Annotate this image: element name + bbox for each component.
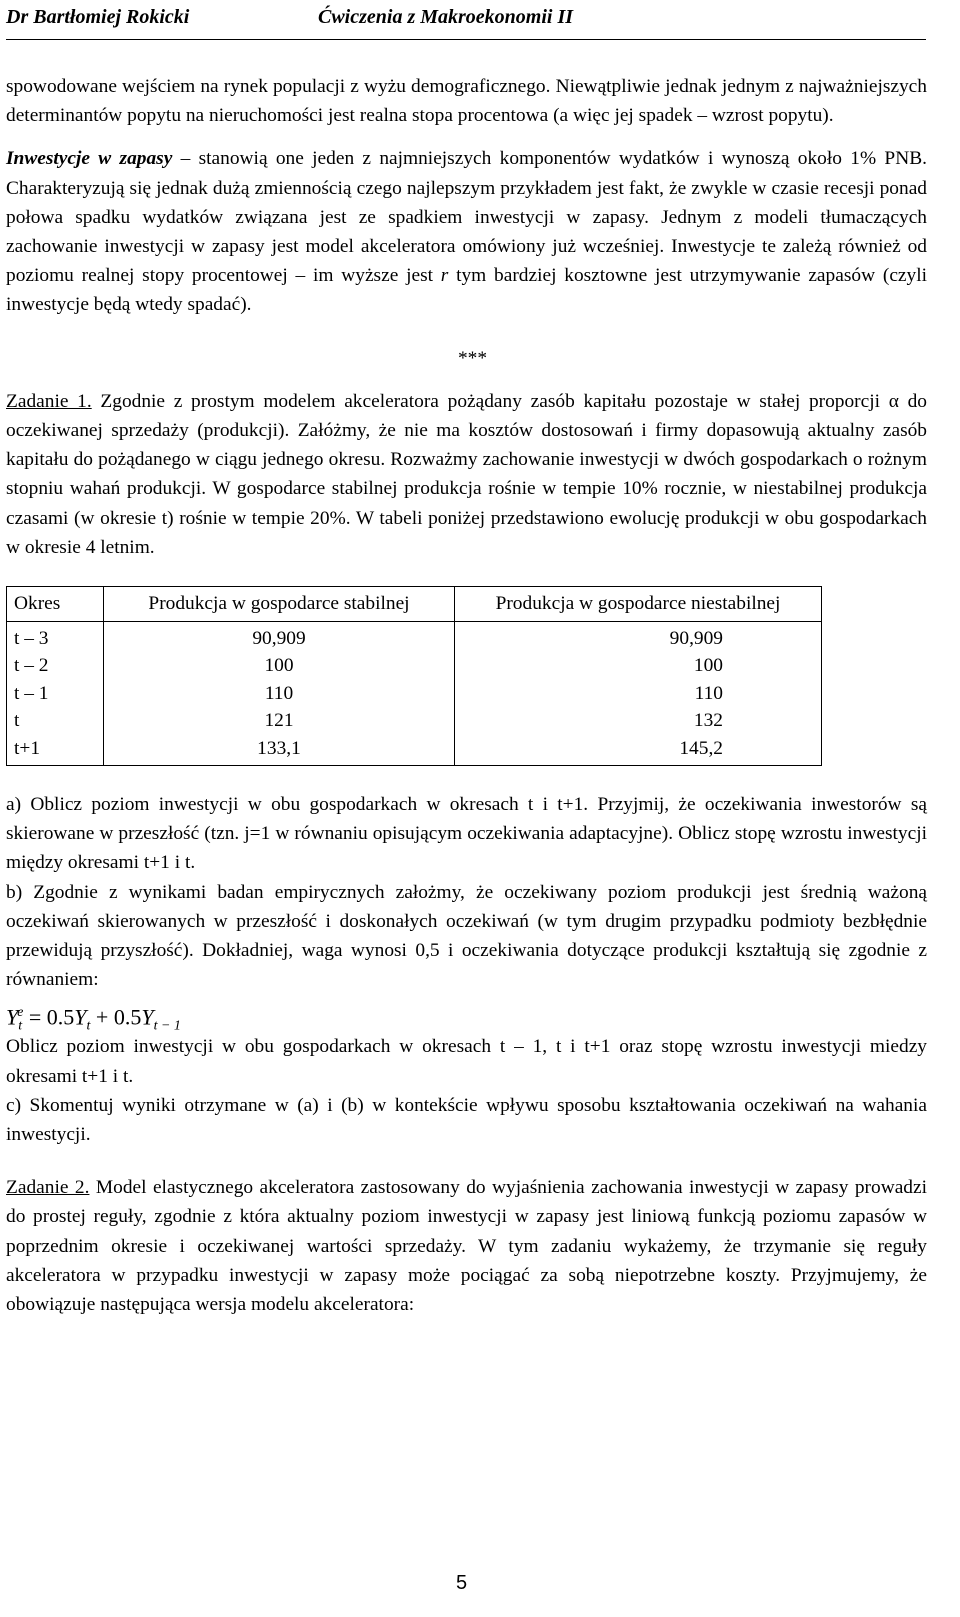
document-body: [6, 72, 927, 1319]
intro-paragraph-1: [6, 72, 927, 130]
cell-period: t+1: [7, 735, 104, 766]
header-author: Dr Bartłomiej Rokicki: [6, 6, 190, 28]
cell-unstable: [455, 707, 822, 735]
cell-unstable-value: 110: [694, 682, 723, 704]
header-course: Ćwiczenia z Makroekonomii II: [318, 6, 574, 28]
table-row: [7, 735, 822, 766]
cell-stable: 121: [104, 707, 455, 735]
cell-unstable-value: 132: [693, 710, 723, 732]
task1-paragraph: [6, 387, 927, 562]
inventory-term: Inwestycje w zapasy: [6, 148, 173, 170]
task1-text: Zgodnie z prostym modelem akceleratora pożądany zasób kapitału pozostaje w stałej proporcji α do oczekiwanej sprzedaży (produkcji). Załóżmy, że nie ma kosztów dostosowań i firmy dopasowują aktualny zasób kapitału do pożądanego w ciągu jednego okresu. Rozważmy zachowanie inwestycji w dwóch gospodarkach o rożnym stopniu wahań produkcji. W gospodarce stabilnej produkcja rośnie w tempie 10% rocznie, w niestabilnej produkcja czasami (w okresie t) rośnie w tempie 20%. W tabeli poniżej przedstawiono ewolucję produkcji w obu gospodarkach w okresie 4 letnim.: [6, 390, 927, 558]
formula-term1-sub: t: [86, 1019, 91, 1035]
task1-label: Zadanie 1.: [6, 390, 92, 412]
formula-term1-var: Y: [74, 1004, 87, 1030]
cell-period: t – 1: [7, 680, 104, 708]
col-header-unstable: Produkcja w gospodarce niestabilnej: [455, 587, 822, 622]
cell-stable: 110: [104, 680, 455, 708]
cell-unstable: [455, 652, 822, 680]
cell-period: t – 2: [7, 652, 104, 680]
table-row: [7, 621, 822, 652]
inventory-text-a: – stanowią one jeden z najmniejszych komponentów wydatków i wynoszą około 1% PNB. Charakteryzują się jednak dużą zmiennością czego najlepszym przykładem jest fakt, że zwykle w czasie recesji ponad połowa spadku wydatków związana jest ze spadkiem inwestycji w zapasy. Jednym z modeli tłumaczących zachowanie inwestycji w zapasy jest model akceleratora omówiony już wcześniej. Inwestycje te zależą również od poziomu realnej stopy procentowej – im wyższe jest: [6, 148, 927, 287]
table-row: [7, 680, 822, 708]
intro-paragraph-1-text: spowodowane wejściem na rynek populacji z wyżu demograficznego. Niewątpliwie jednak jednym z najważniejszych determinantów popytu na nieruchomości jest realna stopa procentowa (a więc jej spadek – wzrost popytu).: [6, 76, 927, 127]
task1-part-c: c) Skomentuj wyniki otrzymane w (a) i (b) w kontekście wpływu sposobu kształtowania oczekiwań na wahania inwestycji.: [6, 1094, 927, 1146]
page-header: [6, 6, 926, 38]
cell-stable: 100: [104, 652, 455, 680]
col-header-stable: Produkcja w gospodarce stabilnej: [104, 587, 455, 622]
inventory-paragraph: [6, 144, 927, 319]
table-row: [7, 707, 822, 735]
cell-unstable-value: 90,909: [669, 627, 723, 649]
cell-unstable: [455, 735, 822, 766]
task2-paragraph: [6, 1173, 927, 1319]
header-rule: [6, 39, 926, 40]
formula-lhs-sup: e: [17, 1005, 24, 1021]
separator-stars: ***: [457, 347, 488, 369]
formula-term2-var: Y: [141, 1004, 154, 1030]
cell-unstable-value: 100: [693, 655, 723, 677]
col-header-period: Okres: [7, 587, 104, 622]
expectation-formula: [6, 994, 927, 1035]
task1-part-b2: Oblicz poziom inwestycji w obu gospodarkach w okresach t – 1, t i t+1 oraz stopę wzrostu inwestycji miedzy okresami t+1 i t.: [6, 1036, 927, 1087]
cell-stable: 133,1: [104, 735, 455, 766]
page-number: 5: [456, 1572, 468, 1594]
formula-term2-sub: t − 1: [153, 1019, 181, 1035]
task1-part-b: b) Zgodnie z wynikami badan empirycznych założmy, że oczekiwany poziom produkcji jest średnią ważoną oczekiwań skierowanych w przeszłość i doskonałych oczekiwań (w tym drugim przypadku podmioty bezbłędnie przewidują przyszłość). Dokładniej, waga wynosi 0,5 i oczekiwania dotyczące produkcji kształtują się zgodnie z równaniem:: [6, 881, 927, 991]
formula-lhs-var: Y: [6, 1004, 19, 1030]
cell-period: t – 3: [7, 621, 104, 652]
cell-period: t: [7, 707, 104, 735]
cell-unstable: [455, 680, 822, 708]
production-table: [6, 586, 822, 766]
table-row: [7, 652, 822, 680]
task1-part-a: a) Oblicz poziom inwestycji w obu gospodarkach w okresach t i t+1. Przyjmij, że oczekiwania inwestorów są skierowane w przeszłość (tzn. j=1 w równaniu opisującym oczekiwania adaptacyjne). Oblicz stopę wzrostu inwestycji między okresami t+1 i t.: [6, 794, 927, 874]
cell-unstable: [455, 621, 822, 652]
table-header-row: [7, 587, 822, 622]
formula-plus: + 0.5: [90, 1004, 142, 1030]
cell-stable: 90,909: [104, 621, 455, 652]
formula-lhs-sub: t: [18, 1019, 23, 1035]
inventory-text-b: tym bardziej kosztowne jest utrzymywanie zapasów (czyli inwestycje będą wtedy spadać).: [6, 265, 927, 316]
task2-label: Zadanie 2.: [6, 1177, 90, 1199]
section-separator: [6, 344, 927, 373]
formula-eq: = 0.5: [23, 1004, 75, 1030]
cell-unstable-value: 145,2: [679, 737, 723, 759]
interest-rate-symbol: r: [440, 265, 449, 287]
task2-text: Model elastycznego akceleratora zastosowany do wyjaśnienia zachowania inwestycji w zapasy prowadzi do prostej reguły, zgodnie z która aktualny poziom inwestycji w zapasy jest liniową funkcją poziomu zapasów w poprzednim okresie i oczekiwanej wartości sprzedaży. W tym zadaniu wykażemy, że trzymanie się reguły akceleratora w przypadku inwestycji w zapasy może pociągać za sobą niepotrzebne koszty. Przyjmujemy, że obowiązuje następująca wersja modelu akceleratora:: [6, 1177, 927, 1316]
